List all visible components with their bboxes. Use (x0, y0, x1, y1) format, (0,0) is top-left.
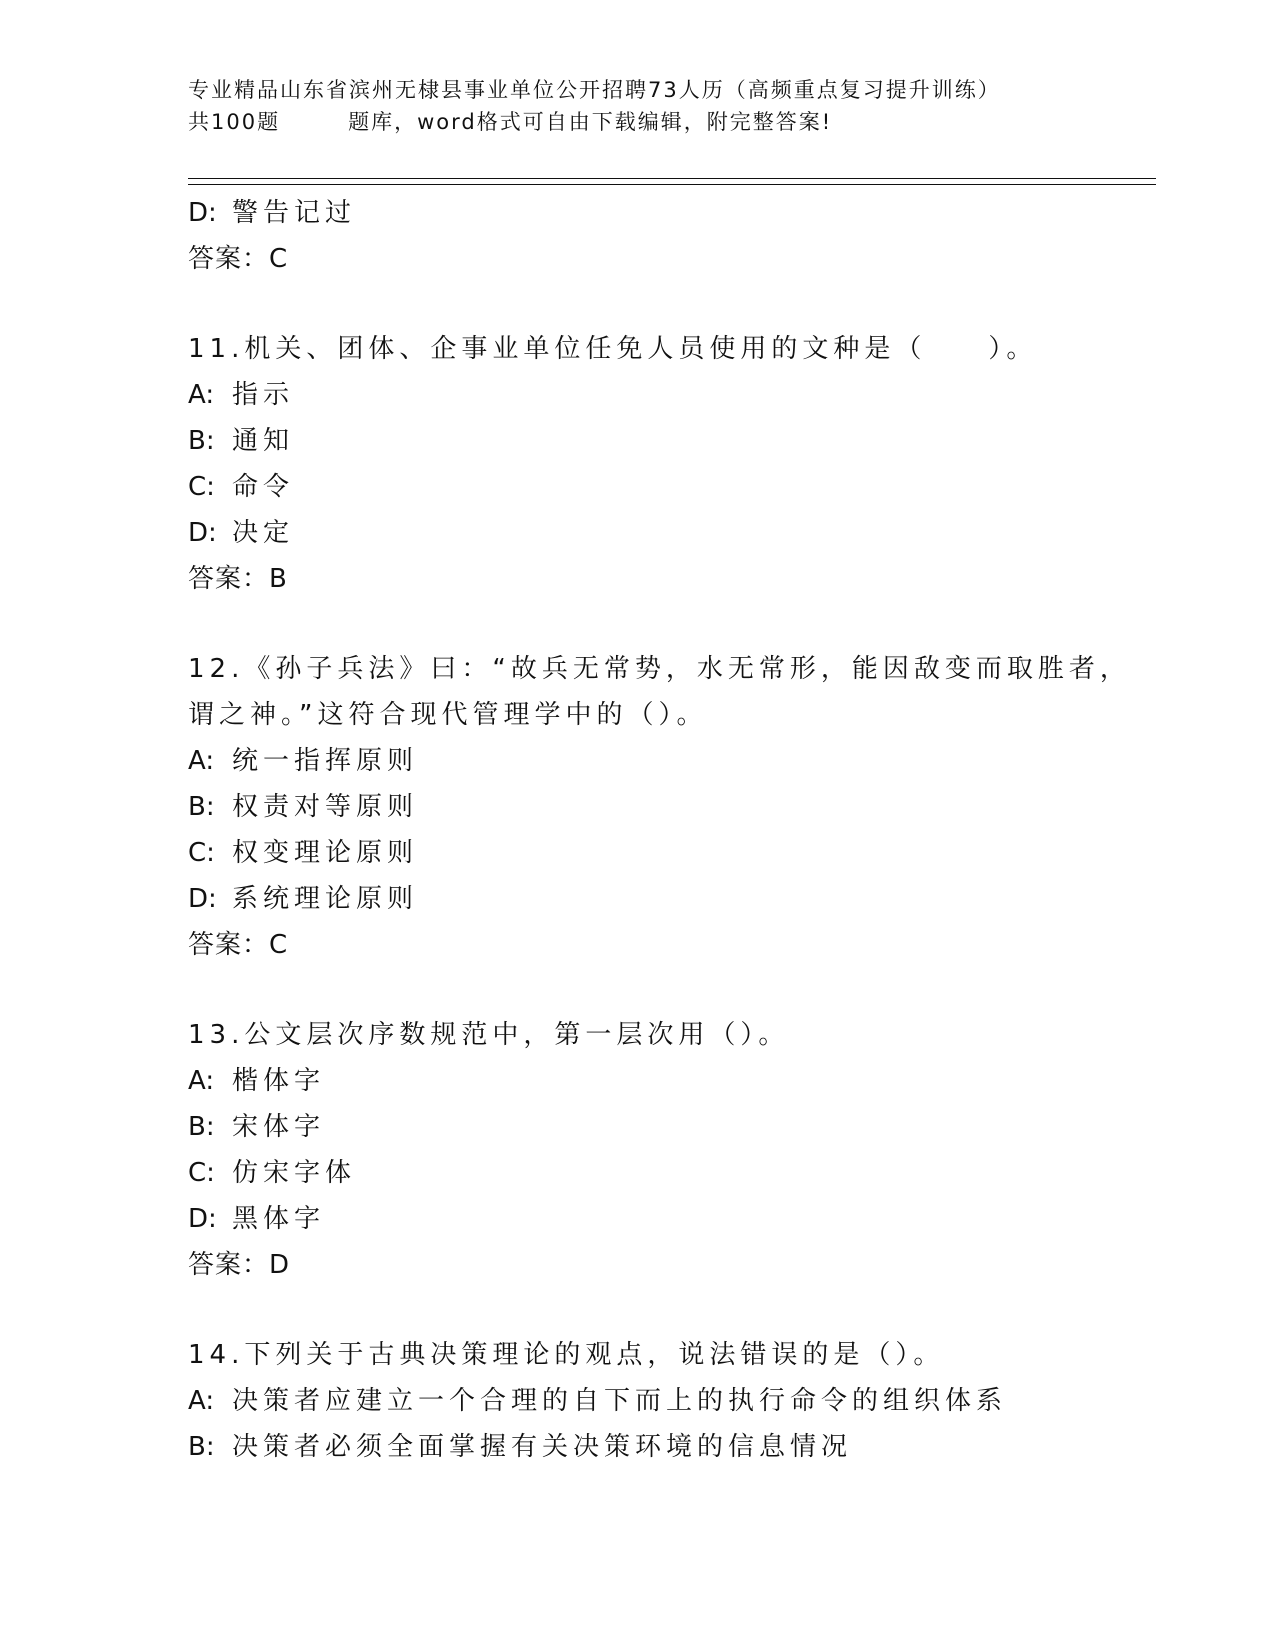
option-c: C: 权变理论原则 (188, 838, 419, 868)
question-stem: 11.机关、团体、企事业单位任免人员使用的文种是（ ）。 (188, 334, 1038, 364)
answer-line: 答案：D (188, 1250, 292, 1280)
document-header (188, 74, 1108, 138)
option-a: A: 决策者应建立一个合理的自下而上的执行命令的组织体系 (188, 1386, 1008, 1416)
answer-line: 答案：B (188, 564, 289, 594)
option-a: A: 楷体字 (188, 1066, 326, 1096)
question-stem: 12.《孙子兵法》曰：“故兵无常势，水无常形，能因敌变而取胜者， 谓之神。”这符合现代管理学中的（）。 (188, 654, 1131, 730)
header-divider-bottom (188, 184, 1156, 185)
option-d: D: 决定 (188, 518, 295, 548)
option-d: D: 黑体字 (188, 1204, 326, 1234)
answer-line: 答案：C (188, 244, 290, 274)
answer-line: 答案：C (188, 930, 290, 960)
option-b: B: 宋体字 (188, 1112, 326, 1142)
header-divider-top (188, 178, 1156, 179)
option-a: A: 指示 (188, 380, 295, 410)
option-d: D: 警告记过 (188, 198, 357, 228)
question-list (188, 190, 1156, 1470)
option-c: C: 仿宋字体 (188, 1158, 357, 1188)
option-b: B: 决策者必须全面掌握有关决策环境的信息情况 (188, 1432, 853, 1462)
option-b: B: 权责对等原则 (188, 792, 419, 822)
option-c: C: 命令 (188, 472, 295, 502)
header-description: 题库，word格式可自由下载编辑，附完整答案! (348, 110, 833, 134)
option-d: D: 系统理论原则 (188, 884, 419, 914)
header-title: 专业精品山东省滨州无棣县事业单位公开招聘73人历（高频重点复习提升训练） (188, 78, 1001, 102)
option-b: B: 通知 (188, 426, 295, 456)
option-a: A: 统一指挥原则 (188, 746, 419, 776)
question-stem: 14.下列关于古典决策理论的观点，说法错误的是（）。 (188, 1340, 945, 1370)
question-stem: 13.公文层次序数规范中，第一层次用（）。 (188, 1020, 790, 1050)
header-question-count: 共100题 (188, 110, 281, 134)
header-subtitle (188, 106, 1108, 138)
